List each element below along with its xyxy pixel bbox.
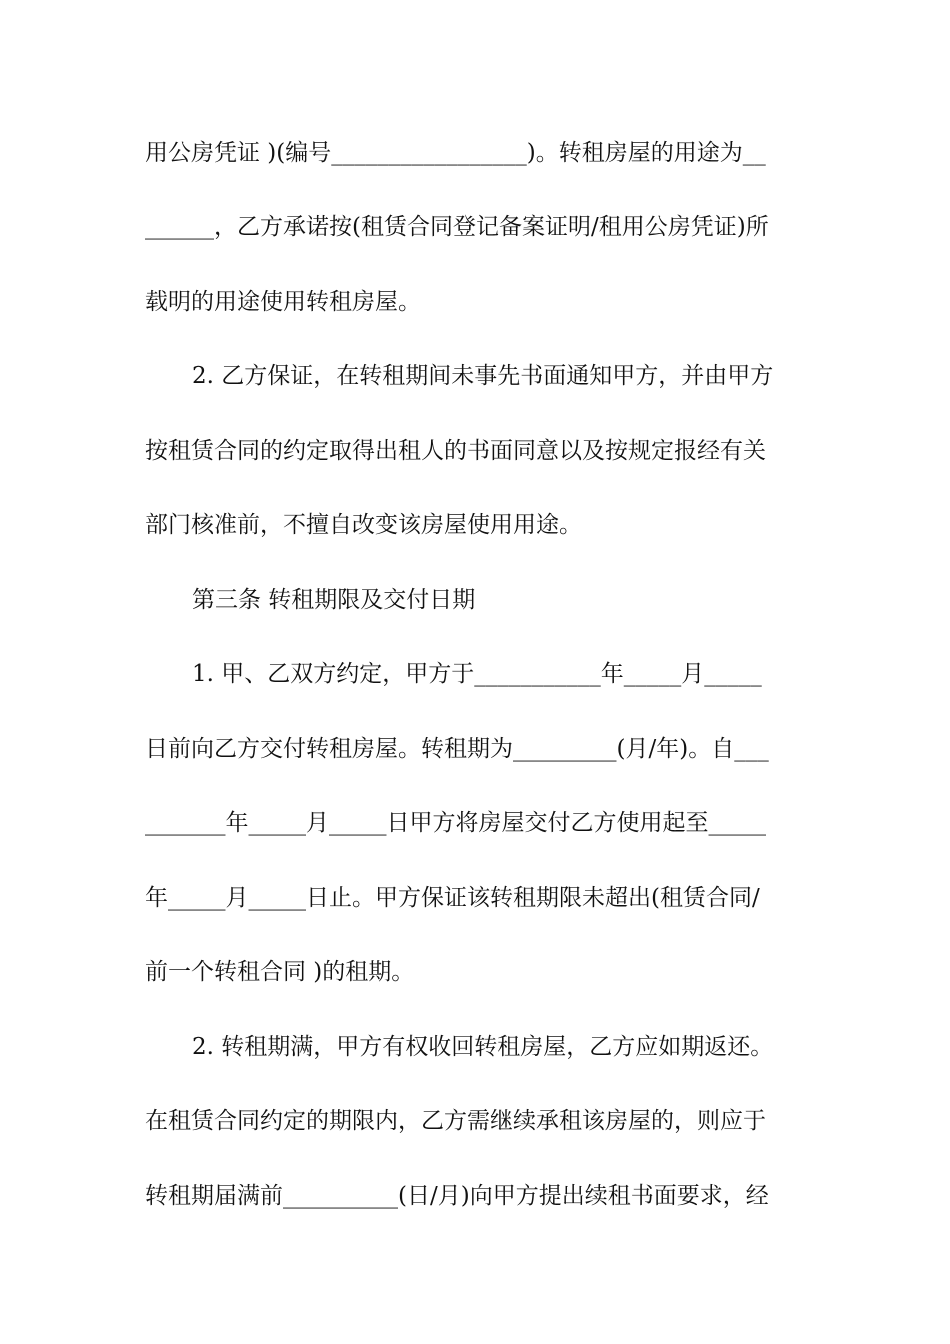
text-line: 在租赁合同约定的期限内，乙方需继续承租该房屋的，则应于	[145, 1108, 766, 1134]
text-line: 载明的用途使用转租房屋。	[145, 289, 421, 315]
text-line: 年_____月_____日止。甲方保证该转租期限未超出(租赁合同/	[145, 885, 760, 911]
text-line: 用公房凭证 )(编号_________________)。转租房屋的用途为__	[145, 140, 766, 166]
paragraph-item-2: 2. 转租期满，甲方有权收回转租房屋，乙方应如期返还。	[192, 1034, 774, 1060]
paragraph-item-2: 2. 乙方保证，在转租期间未事先书面通知甲方，并由甲方	[192, 363, 774, 389]
text-line: 前一个转租合同 )的租期。	[145, 959, 415, 985]
text-line: ______，乙方承诺按(租赁合同登记备案证明/租用公房凭证)所	[145, 214, 769, 240]
text-line: 转租期届满前__________(日/月)向甲方提出续租书面要求，经	[145, 1183, 769, 1209]
paragraph-item-1: 1. 甲、乙双方约定，甲方于___________年_____月_____	[192, 661, 762, 687]
text-line: 按租赁合同的约定取得出租人的书面同意以及按规定报经有关	[145, 438, 766, 464]
section-heading: 第三条 转租期限及交付日期	[192, 587, 476, 613]
text-line: _______年_____月_____日甲方将房屋交付乙方使用起至_____	[145, 810, 766, 836]
text-line: 部门核准前，不擅自改变该房屋使用用途。	[145, 512, 582, 538]
text-line: 日前向乙方交付转租房屋。转租期为_________(月/年)。自___	[145, 736, 769, 762]
